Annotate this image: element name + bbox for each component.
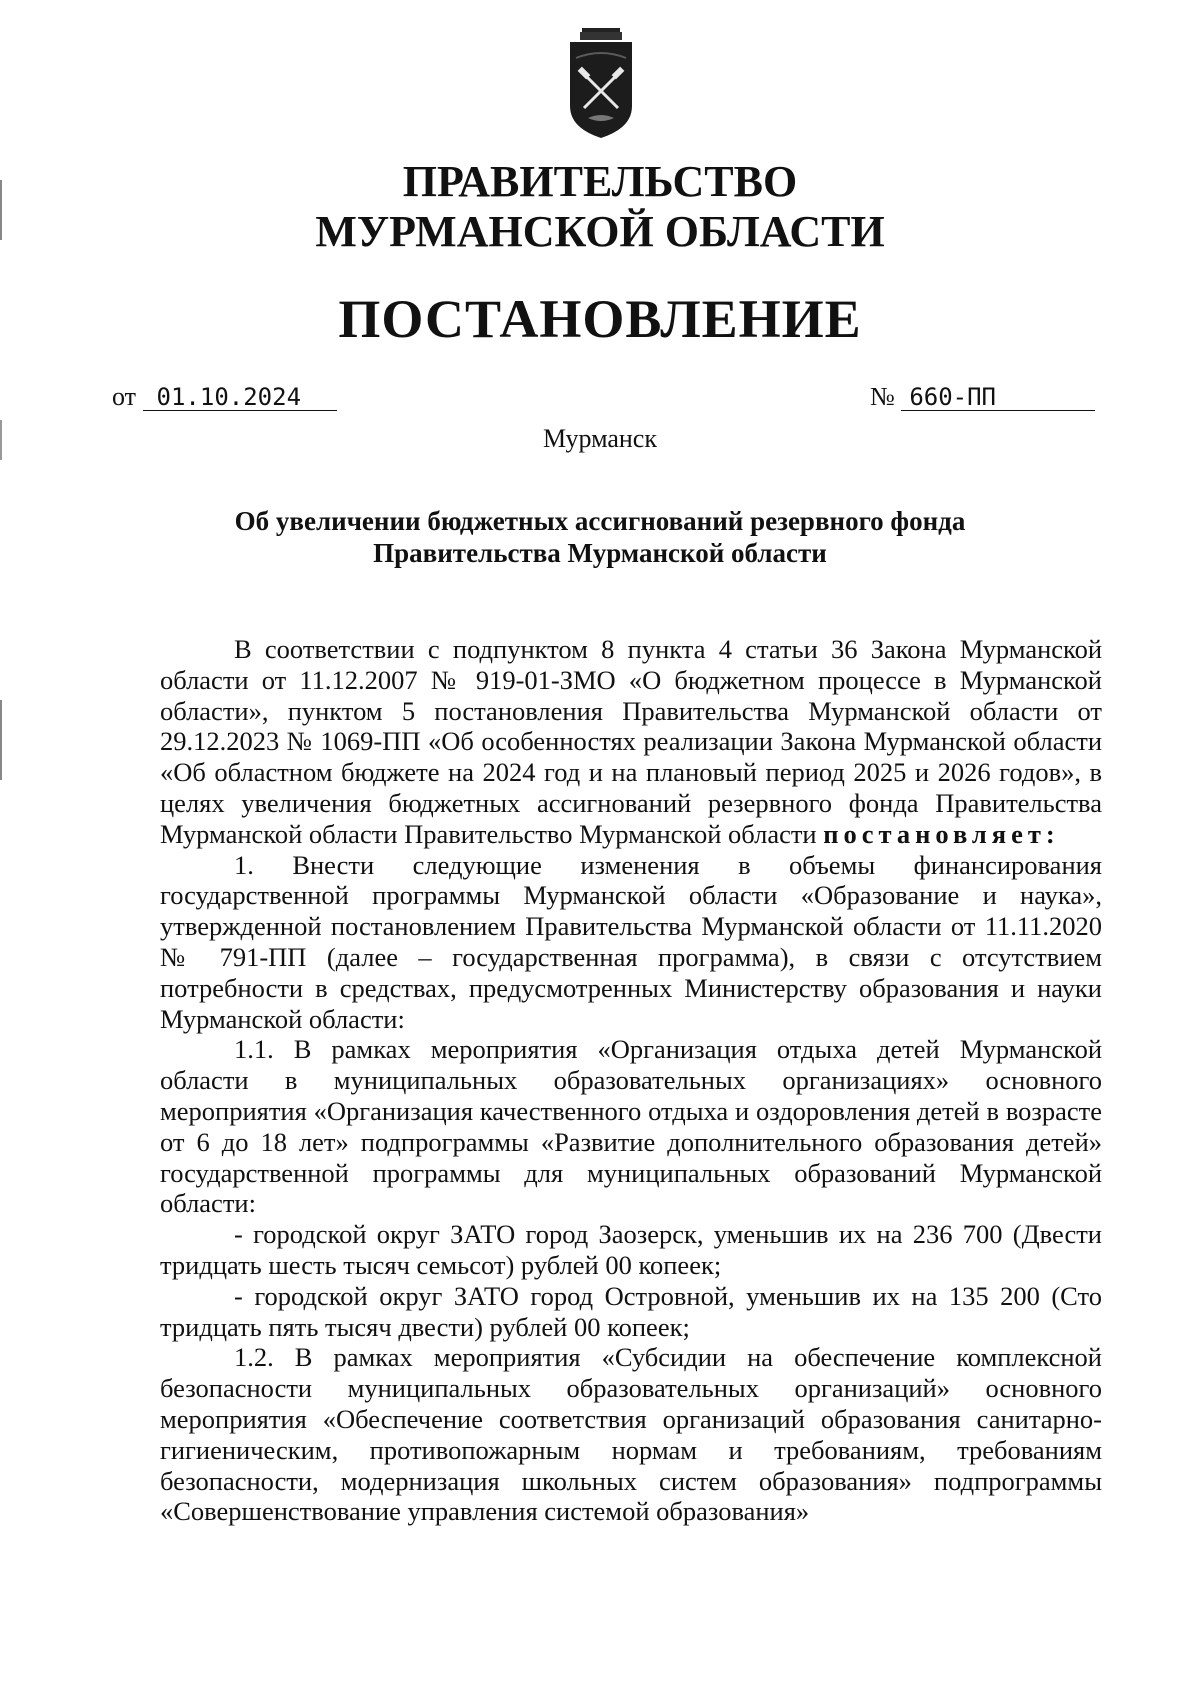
document-type: ПОСТАНОВЛЕНИЕ <box>338 289 862 349</box>
paragraph-ostrovnoy: - городской округ ЗАТО город Островной, уменьшив их на 135 200 (Сто тридцать пять тысяч двести) рублей 00 копеек; <box>160 1280 1102 1342</box>
document-body <box>160 634 1102 1527</box>
paragraph-zaozersk: - городской округ ЗАТО город Заозерск, уменьшив их на 236 700 (Двести тридцать шесть тысяч семьсот) рублей 00 копеек; <box>160 1219 1102 1280</box>
decree-word: постановляет: <box>823 818 1060 849</box>
date-prefix: от <box>112 382 137 411</box>
paragraph-item-1-2: 1.2. В рамках мероприятия «Субсидии на обеспечение комплексной безопасности муниципальных образовательных организаций» основного мероприятия «Обеспечение соответствия организаций образования санитарно-гигиеническим, противопожарным нормам и требованиям, требованиям безопасности, модернизация школьных систем образования» подпрограммы «Совершенствование управления системой образования» <box>160 1342 1102 1527</box>
murmansk-coat-of-arms-icon <box>568 28 634 140</box>
number-prefix: № <box>870 382 895 411</box>
preamble-text: В соответствии с подпунктом 8 пункта 4 статьи 36 Закона Мурманской области от 11.12.2007 № 919-01-ЗМО «О бюджетном процессе в Мурманской области», пунктом 5 постановления Правительства Мурманской области от 29.12.2023 № 1069-ПП «Об особенностях реализации Закона Мурманской области «Об областном бюджете на 2024 год и на плановый период 2025 и 2026 годов», в целях увеличения бюджетных ассигнований резервного фонда Правительства Мурманской области Правительство Мурманской области <box>160 634 1102 849</box>
paragraph-item-1: 1. Внести следующие изменения в объемы финансирования государственной программы Мурманской области «Образование и наука», утвержденной постановлением Правительства Мурманской области от 11.11.2020 № 791-ПП (далее – государственная программа), в связи с отсутствием потребности в средствах, предусмотренных Министерству образования и науки Мурманской области: <box>160 849 1102 1034</box>
document-title-line2: Правительства Мурманской области <box>373 538 827 568</box>
date-field: 01.10.2024 <box>143 384 337 411</box>
number-field: 660-ПП <box>901 384 1095 411</box>
document-title-line1: Об увеличении бюджетных ассигнований резервного фонда <box>234 506 966 536</box>
paragraph-item-1-1: 1.1. В рамках мероприятия «Организация отдыха детей Мурманской области в муниципальных образовательных организациях» основного мероприятия «Организация качественного отдыха и оздоровления детей в возрасте от 6 до 18 лет» подпрограммы «Развитие дополнительного образования детей» государственной программы для муниципальных образований Мурманской области: <box>160 1034 1102 1219</box>
city-name: Мурманск <box>543 424 657 453</box>
government-title-line2: МУРМАНСКОЙ ОБЛАСТИ <box>315 207 885 256</box>
number-row <box>870 382 1095 412</box>
document-title <box>200 505 1000 569</box>
date-row <box>112 382 337 412</box>
government-title-line1: ПРАВИТЕЛЬСТВО <box>402 157 798 206</box>
paragraph-preamble <box>160 634 1102 850</box>
